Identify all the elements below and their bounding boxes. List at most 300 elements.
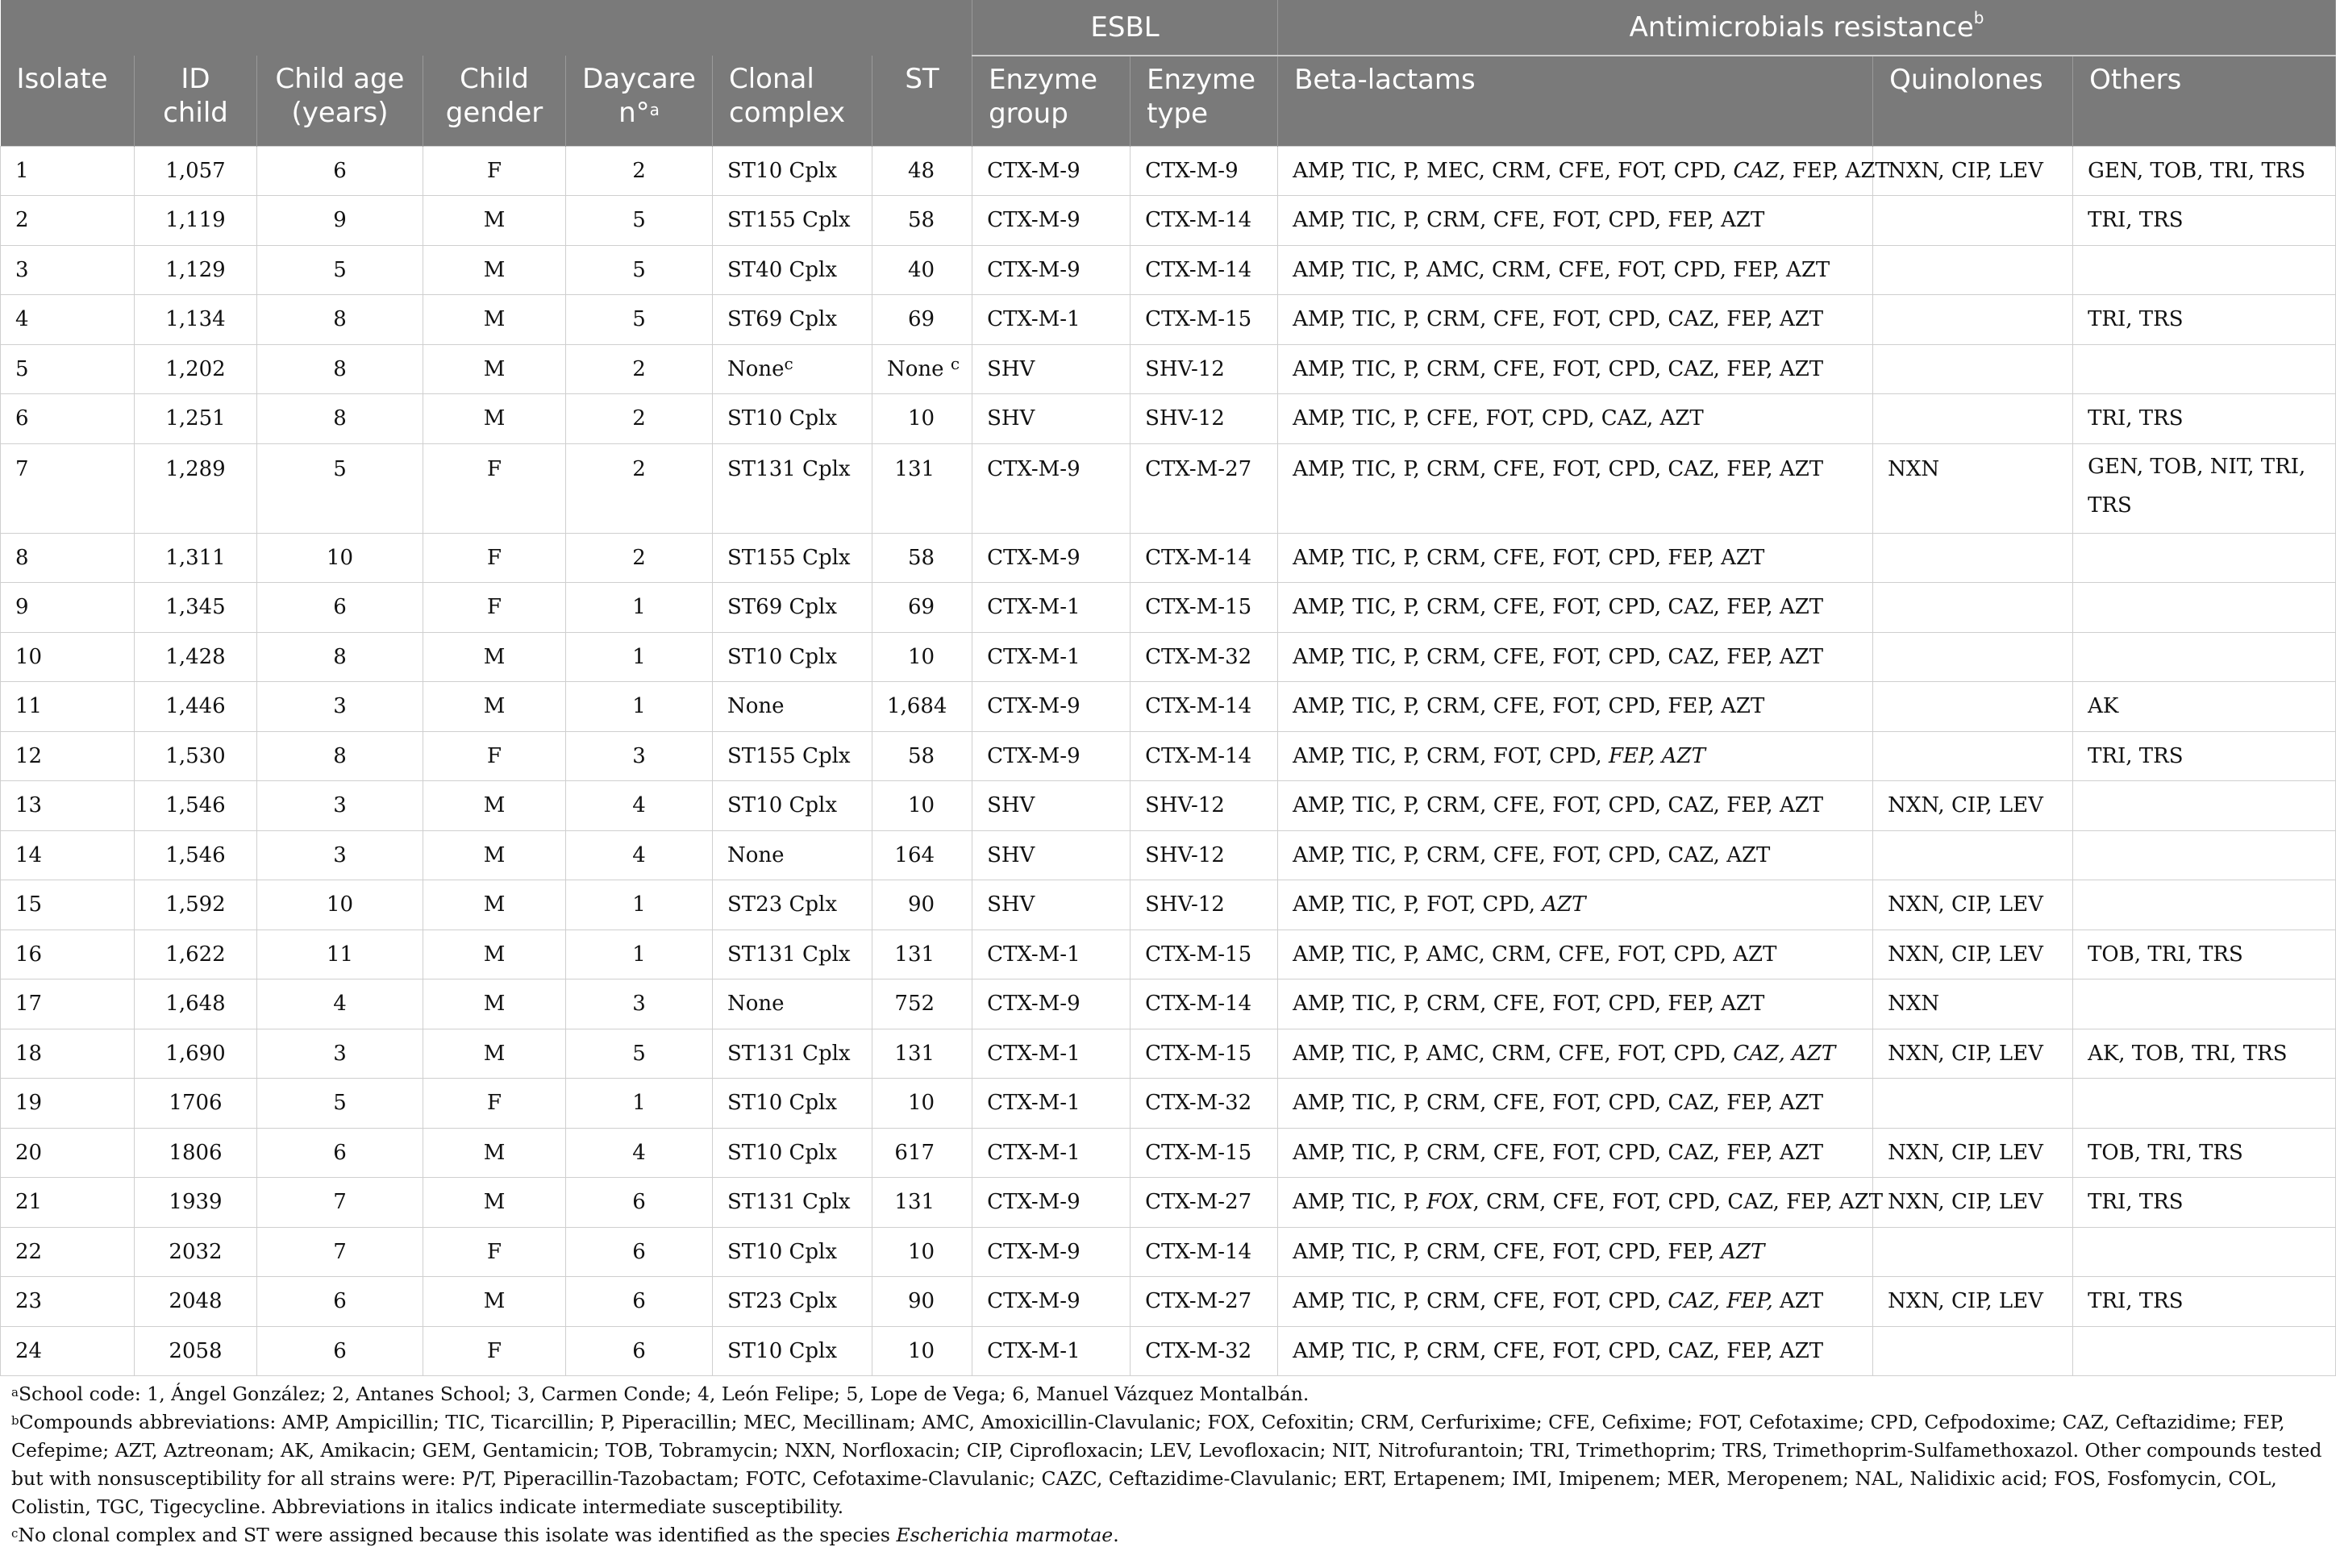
cell-quinolones [1873,830,2073,880]
cell-others: TRI, TRS [2073,196,2336,246]
table-row [1,245,2336,295]
cell-clonal-complex: ST131 Cplx [713,1178,872,1228]
cell-quinolones: NXN, CIP, LEV [1873,1277,2073,1327]
cell-others: GEN, TOB, NIT, TRI, TRS [2073,443,2336,533]
cell-child-gender: F [423,1227,566,1277]
cell-others [2073,583,2336,633]
cell-isolate: 19 [1,1079,135,1129]
cell-daycare: 5 [566,245,713,295]
cell-id-child: 2048 [135,1277,257,1327]
table-row [1,632,2336,682]
cell-isolate: 13 [1,781,135,831]
cell-enzyme-group: CTX-M-9 [972,979,1131,1029]
col-enzyme-group: Enzyme group [972,56,1131,146]
cell-daycare: 2 [566,443,713,533]
cell-beta-lactams: AMP, TIC, P, CRM, CFE, FOT, CPD, FEP, AZT [1278,1227,1873,1277]
cell-child-age: 4 [257,979,423,1029]
cell-clonal-complex: ST131 Cplx [713,1029,872,1079]
cell-st: 131 [872,1178,972,1228]
cell-isolate: 1 [1,146,135,196]
cell-enzyme-type: SHV-12 [1131,394,1278,444]
cell-daycare: 1 [566,632,713,682]
cell-child-age: 8 [257,344,423,394]
cell-enzyme-type: CTX-M-14 [1131,196,1278,246]
cell-others [2073,880,2336,930]
cell-others [2073,245,2336,295]
cell-child-age: 8 [257,731,423,781]
cell-clonal-complex: ST23 Cplx [713,880,872,930]
cell-enzyme-type: CTX-M-32 [1131,1079,1278,1129]
cell-st: 131 [872,930,972,979]
cell-isolate: 9 [1,583,135,633]
cell-quinolones: NXN, CIP, LEV [1873,781,2073,831]
cell-child-gender: M [423,682,566,732]
footnotes [11,1380,2326,1549]
cell-enzyme-type: CTX-M-15 [1131,295,1278,345]
cell-quinolones [1873,583,2073,633]
cell-quinolones: NXN [1873,979,2073,1029]
cell-quinolones [1873,245,2073,295]
cell-others: TRI, TRS [2073,394,2336,444]
cell-child-age: 8 [257,632,423,682]
cell-daycare: 2 [566,146,713,196]
cell-clonal-complex: ST155 Cplx [713,196,872,246]
cell-isolate: 3 [1,245,135,295]
cell-st: 10 [872,632,972,682]
cell-child-gender: M [423,830,566,880]
cell-clonal-complex: None [713,682,872,732]
cell-child-age: 7 [257,1178,423,1228]
cell-clonal-complex: ST69 Cplx [713,295,872,345]
cell-enzyme-group: CTX-M-9 [972,443,1131,533]
cell-others: TRI, TRS [2073,731,2336,781]
cell-st: 90 [872,880,972,930]
cell-child-gender: M [423,196,566,246]
cell-others [2073,1079,2336,1129]
cell-child-gender: M [423,394,566,444]
cell-child-age: 10 [257,533,423,583]
cell-beta-lactams: AMP, TIC, P, AMC, CRM, CFE, FOT, CPD, CAZ, AZT [1278,1029,1873,1079]
cell-enzyme-group: CTX-M-9 [972,731,1131,781]
cell-child-gender: F [423,1326,566,1376]
cell-isolate: 20 [1,1128,135,1178]
cell-id-child: 1806 [135,1128,257,1178]
cell-child-age: 8 [257,394,423,444]
cell-clonal-complex: ST10 Cplx [713,1128,872,1178]
cell-st: 131 [872,1029,972,1079]
cell-st: 10 [872,781,972,831]
cell-child-gender: M [423,245,566,295]
cell-id-child: 2032 [135,1227,257,1277]
cell-quinolones: NXN, CIP, LEV [1873,1029,2073,1079]
col-child-gender: Child gender [423,56,566,146]
table-row [1,1178,2336,1228]
cell-beta-lactams: AMP, TIC, P, CRM, CFE, FOT, CPD, CAZ, FEP, AZT [1278,632,1873,682]
cell-enzyme-group: SHV [972,830,1131,880]
cell-child-age: 5 [257,1079,423,1129]
table-row [1,781,2336,831]
cell-isolate: 5 [1,344,135,394]
cell-enzyme-group: CTX-M-1 [972,583,1131,633]
cell-clonal-complex: ST10 Cplx [713,146,872,196]
cell-child-gender: F [423,1079,566,1129]
cell-beta-lactams: AMP, TIC, P, CRM, CFE, FOT, CPD, CAZ, FEP, AZT [1278,781,1873,831]
cell-child-gender: M [423,781,566,831]
cell-beta-lactams: AMP, TIC, P, CFE, FOT, CPD, CAZ, AZT [1278,394,1873,444]
cell-quinolones [1873,1079,2073,1129]
cell-clonal-complex: ST10 Cplx [713,781,872,831]
cell-clonal-complex: ST69 Cplx [713,583,872,633]
cell-quinolones [1873,344,2073,394]
cell-beta-lactams: AMP, TIC, P, CRM, CFE, FOT, CPD, CAZ, FEP, AZT [1278,1079,1873,1129]
cell-isolate: 24 [1,1326,135,1376]
cell-child-gender: M [423,1178,566,1228]
cell-clonal-complex: ST10 Cplx [713,1079,872,1129]
cell-daycare: 5 [566,295,713,345]
cell-st: 1,684 [872,682,972,732]
cell-id-child: 1,119 [135,196,257,246]
table-row [1,146,2336,196]
cell-others [2073,632,2336,682]
col-id-child: ID child [135,56,257,146]
cell-st: 617 [872,1128,972,1178]
cell-daycare: 1 [566,682,713,732]
cell-id-child: 1,546 [135,830,257,880]
cell-daycare: 6 [566,1178,713,1228]
cell-quinolones [1873,731,2073,781]
cell-child-gender: M [423,880,566,930]
cell-quinolones: NXN [1873,443,2073,533]
cell-enzyme-type: CTX-M-15 [1131,1128,1278,1178]
cell-clonal-complex: ST131 Cplx [713,443,872,533]
antimicrobial-group-header: Antimicrobials resistance$^b$ [1278,0,2336,56]
cell-daycare: 2 [566,344,713,394]
cell-id-child: 1939 [135,1178,257,1228]
footnote-c: $^c$No clonal complex and ST were assigned because this isolate was identified as the species Escherichia marmotae. [11,1524,1119,1546]
cell-daycare: 2 [566,394,713,444]
cell-enzyme-group: SHV [972,344,1131,394]
cell-child-gender: M [423,1128,566,1178]
cell-enzyme-type: SHV-12 [1131,344,1278,394]
cell-enzyme-group: CTX-M-9 [972,1277,1131,1327]
cell-isolate: 7 [1,443,135,533]
header-spacer [1,0,972,56]
cell-beta-lactams: AMP, TIC, P, CRM, CFE, FOT, CPD, FEP, AZT [1278,196,1873,246]
cell-enzyme-group: CTX-M-1 [972,1029,1131,1079]
cell-st: 48 [872,146,972,196]
cell-daycare: 1 [566,930,713,979]
cell-id-child: 1,202 [135,344,257,394]
cell-enzyme-group: CTX-M-1 [972,930,1131,979]
cell-clonal-complex: None$^c$ [713,344,872,394]
cell-clonal-complex: ST40 Cplx [713,245,872,295]
cell-child-age: 5 [257,443,423,533]
cell-others [2073,830,2336,880]
cell-child-age: 6 [257,1128,423,1178]
table-row [1,1128,2336,1178]
cell-quinolones [1873,196,2073,246]
cell-st: 58 [872,731,972,781]
cell-quinolones [1873,632,2073,682]
cell-others [2073,1227,2336,1277]
cell-id-child: 1,129 [135,245,257,295]
cell-quinolones [1873,533,2073,583]
cell-beta-lactams: AMP, TIC, P, CRM, CFE, FOT, CPD, CAZ, FEP, AZT [1278,583,1873,633]
cell-enzyme-group: CTX-M-9 [972,533,1131,583]
cell-enzyme-group: CTX-M-1 [972,1326,1131,1376]
cell-child-gender: M [423,930,566,979]
cell-clonal-complex: ST10 Cplx [713,632,872,682]
cell-quinolones [1873,1227,2073,1277]
cell-quinolones [1873,682,2073,732]
cell-child-age: 5 [257,245,423,295]
cell-others: TRI, TRS [2073,1277,2336,1327]
cell-enzyme-group: CTX-M-9 [972,196,1131,246]
cell-daycare: 1 [566,1079,713,1129]
cell-child-gender: F [423,533,566,583]
cell-enzyme-type: SHV-12 [1131,830,1278,880]
cell-others: TRI, TRS [2073,295,2336,345]
cell-beta-lactams: AMP, TIC, P, CRM, CFE, FOT, CPD, CAZ, FEP, AZT [1278,295,1873,345]
cell-daycare: 6 [566,1277,713,1327]
cell-clonal-complex: None [713,830,872,880]
cell-id-child: 1,289 [135,443,257,533]
cell-isolate: 4 [1,295,135,345]
cell-enzyme-group: SHV [972,781,1131,831]
cell-st: 10 [872,1079,972,1129]
cell-others [2073,979,2336,1029]
cell-st: None $^c$ [872,344,972,394]
cell-quinolones: NXN, CIP, LEV [1873,880,2073,930]
cell-child-age: 6 [257,1277,423,1327]
table-row [1,830,2336,880]
cell-id-child: 1,134 [135,295,257,345]
cell-isolate: 22 [1,1227,135,1277]
cell-enzyme-type: CTX-M-15 [1131,930,1278,979]
cell-child-gender: M [423,295,566,345]
cell-daycare: 5 [566,196,713,246]
cell-daycare: 1 [566,583,713,633]
col-enzyme-type: Enzyme type [1131,56,1278,146]
cell-child-gender: F [423,583,566,633]
cell-child-age: 10 [257,880,423,930]
cell-id-child: 1,311 [135,533,257,583]
cell-id-child: 1,530 [135,731,257,781]
cell-child-gender: F [423,731,566,781]
col-quinolones: Quinolones [1873,56,2073,146]
cell-beta-lactams: AMP, TIC, P, CRM, CFE, FOT, CPD, CAZ, FEP, AZT [1278,443,1873,533]
cell-child-gender: M [423,1029,566,1079]
cell-others: GEN, TOB, TRI, TRS [2073,146,2336,196]
table-row [1,533,2336,583]
cell-st: 69 [872,583,972,633]
cell-child-age: 3 [257,830,423,880]
cell-beta-lactams: AMP, TIC, P, CRM, FOT, CPD, FEP, AZT [1278,731,1873,781]
cell-others [2073,1326,2336,1376]
cell-beta-lactams: AMP, TIC, P, AMC, CRM, CFE, FOT, CPD, AZT [1278,930,1873,979]
cell-enzyme-type: CTX-M-14 [1131,533,1278,583]
cell-id-child: 1,690 [135,1029,257,1079]
cell-child-gender: F [423,146,566,196]
table-header [1,0,2336,146]
cell-clonal-complex: ST10 Cplx [713,1326,872,1376]
table-row [1,196,2336,246]
col-daycare: Daycare n°$^a$ [566,56,713,146]
cell-enzyme-type: CTX-M-32 [1131,632,1278,682]
col-child-age: Child age (years) [257,56,423,146]
cell-child-gender: M [423,1277,566,1327]
cell-others: TOB, TRI, TRS [2073,930,2336,979]
cell-child-age: 6 [257,1326,423,1376]
cell-clonal-complex: ST155 Cplx [713,533,872,583]
cell-st: 69 [872,295,972,345]
cell-beta-lactams: AMP, TIC, P, CRM, CFE, FOT, CPD, CAZ, FEP, AZT [1278,1128,1873,1178]
cell-daycare: 3 [566,979,713,1029]
cell-child-age: 3 [257,682,423,732]
cell-clonal-complex: ST131 Cplx [713,930,872,979]
cell-st: 58 [872,533,972,583]
cell-st: 10 [872,1227,972,1277]
cell-id-child: 1,428 [135,632,257,682]
cell-beta-lactams: AMP, TIC, P, CRM, CFE, FOT, CPD, CAZ, FEP, AZT [1278,1326,1873,1376]
cell-isolate: 17 [1,979,135,1029]
cell-id-child: 1706 [135,1079,257,1129]
cell-child-age: 3 [257,1029,423,1079]
cell-beta-lactams: AMP, TIC, P, CRM, CFE, FOT, CPD, CAZ, FEP, AZT [1278,1277,1873,1327]
cell-enzyme-group: CTX-M-9 [972,245,1131,295]
col-beta-lactams: Beta-lactams [1278,56,1873,146]
cell-child-age: 9 [257,196,423,246]
col-others: Others [2073,56,2336,146]
cell-isolate: 16 [1,930,135,979]
cell-others: TRI, TRS [2073,1178,2336,1228]
cell-enzyme-type: CTX-M-15 [1131,583,1278,633]
col-isolate: Isolate [1,56,135,146]
cell-daycare: 4 [566,830,713,880]
cell-id-child: 1,648 [135,979,257,1029]
cell-enzyme-type: CTX-M-14 [1131,731,1278,781]
cell-beta-lactams: AMP, TIC, P, MEC, CRM, CFE, FOT, CPD, CAZ, FEP, AZT [1278,146,1873,196]
cell-daycare: 5 [566,1029,713,1079]
cell-enzyme-type: CTX-M-27 [1131,1178,1278,1228]
cell-others [2073,781,2336,831]
cell-daycare: 6 [566,1326,713,1376]
cell-id-child: 1,057 [135,146,257,196]
cell-isolate: 18 [1,1029,135,1079]
cell-child-gender: M [423,344,566,394]
cell-daycare: 4 [566,1128,713,1178]
cell-child-age: 3 [257,781,423,831]
table-row [1,295,2336,345]
footnote-b: $^b$Compounds abbreviations: AMP, Ampicillin; TIC, Ticarcillin; P, Piperacillin; MEC, Mecillinam; AMC, Amoxicillin-Clavulanic; FOX, Cefoxitin; CRM, Cerfurixime; CFE, Cefixime; FOT, Cefotaxime; CPD, Cefpodoxime; CAZ, Ceftazidime; FEP, Cefepime; AZT, Aztreonam; AK, Amikacin; GEM, Gentamicin; TOB, Tobramycin; NXN, Norfloxacin; CIP, Ciprofloxacin; LEV, Levofloxacin; NIT, Nitrofurantoin; TRI, Trimethoprim; TRS, Trimethoprim-Sulfamethoxazol. Other compounds tested but with nonsusceptibility for all strains were: P/T, Piperacillin-Tazobactam; FOTC, Cefotaxime-Clavulanic; CAZC, Ceftazidime-Clavulanic; ERT, Ertapenem; IMI, Imipenem; MER, Meropenem; NAL, Nalidixic acid; FOS, Fosfomycin, COL, Colistin, TGC, Tigecycline. Abbreviations in italics indicate intermediate susceptibility. [11,1411,2322,1518]
cell-id-child: 1,622 [135,930,257,979]
cell-quinolones: NXN, CIP, LEV [1873,930,2073,979]
table-row [1,930,2336,979]
cell-beta-lactams: AMP, TIC, P, FOT, CPD, AZT [1278,880,1873,930]
cell-others: TOB, TRI, TRS [2073,1128,2336,1178]
cell-clonal-complex: ST10 Cplx [713,394,872,444]
cell-enzyme-type: CTX-M-14 [1131,979,1278,1029]
cell-child-age: 7 [257,1227,423,1277]
cell-enzyme-group: CTX-M-1 [972,1128,1131,1178]
cell-beta-lactams: AMP, TIC, P, CRM, CFE, FOT, CPD, CAZ, AZT [1278,830,1873,880]
cell-enzyme-type: CTX-M-14 [1131,682,1278,732]
cell-daycare: 6 [566,1227,713,1277]
table-row [1,979,2336,1029]
cell-others [2073,344,2336,394]
cell-child-age: 8 [257,295,423,345]
cell-beta-lactams: AMP, TIC, P, CRM, CFE, FOT, CPD, FEP, AZT [1278,682,1873,732]
cell-beta-lactams: AMP, TIC, P, CRM, CFE, FOT, CPD, FEP, AZT [1278,533,1873,583]
cell-child-age: 6 [257,583,423,633]
cell-isolate: 12 [1,731,135,781]
cell-id-child: 1,592 [135,880,257,930]
cell-beta-lactams: AMP, TIC, P, CRM, CFE, FOT, CPD, FEP, AZT [1278,979,1873,1029]
cell-quinolones: NXN, CIP, LEV [1873,146,2073,196]
cell-enzyme-type: SHV-12 [1131,880,1278,930]
cell-enzyme-group: SHV [972,394,1131,444]
cell-child-gender: M [423,979,566,1029]
cell-child-gender: M [423,632,566,682]
cell-isolate: 10 [1,632,135,682]
cell-clonal-complex: ST10 Cplx [713,1227,872,1277]
table-row [1,394,2336,444]
col-clonal-complex: Clonal complex [713,56,872,146]
cell-enzyme-group: CTX-M-1 [972,295,1131,345]
cell-enzyme-type: CTX-M-14 [1131,1227,1278,1277]
cell-enzyme-group: CTX-M-1 [972,632,1131,682]
cell-enzyme-type: CTX-M-9 [1131,146,1278,196]
table-row [1,344,2336,394]
cell-st: 40 [872,245,972,295]
cell-isolate: 14 [1,830,135,880]
cell-enzyme-group: CTX-M-9 [972,1178,1131,1228]
col-st: ST [872,56,972,146]
cell-enzyme-type: CTX-M-27 [1131,443,1278,533]
cell-isolate: 2 [1,196,135,246]
cell-id-child: 1,251 [135,394,257,444]
cell-isolate: 11 [1,682,135,732]
cell-enzyme-group: CTX-M-9 [972,146,1131,196]
cell-others [2073,533,2336,583]
cell-daycare: 1 [566,880,713,930]
footnote-a: $^a$School code: 1, Ángel González; 2, Antanes School; 3, Carmen Conde; 4, León Felipe; 5, Lope de Vega; 6, Manuel Vázquez Montalbán. [11,1383,1310,1405]
cell-daycare: 3 [566,731,713,781]
cell-st: 752 [872,979,972,1029]
cell-daycare: 4 [566,781,713,831]
cell-st: 10 [872,394,972,444]
cell-isolate: 15 [1,880,135,930]
table-row [1,443,2336,533]
cell-child-age: 6 [257,146,423,196]
cell-enzyme-type: SHV-12 [1131,781,1278,831]
cell-quinolones [1873,394,2073,444]
table-row [1,1227,2336,1277]
table-row [1,880,2336,930]
cell-id-child: 2058 [135,1326,257,1376]
cell-child-gender: F [423,443,566,533]
cell-beta-lactams: AMP, TIC, P, FOX, CRM, CFE, FOT, CPD, CAZ, FEP, AZT [1278,1178,1873,1228]
cell-clonal-complex: ST23 Cplx [713,1277,872,1327]
cell-id-child: 1,446 [135,682,257,732]
table-row [1,1079,2336,1129]
cell-isolate: 6 [1,394,135,444]
cell-quinolones [1873,295,2073,345]
table-row [1,1029,2336,1079]
cell-clonal-complex: ST155 Cplx [713,731,872,781]
cell-st: 10 [872,1326,972,1376]
table-row [1,1277,2336,1327]
